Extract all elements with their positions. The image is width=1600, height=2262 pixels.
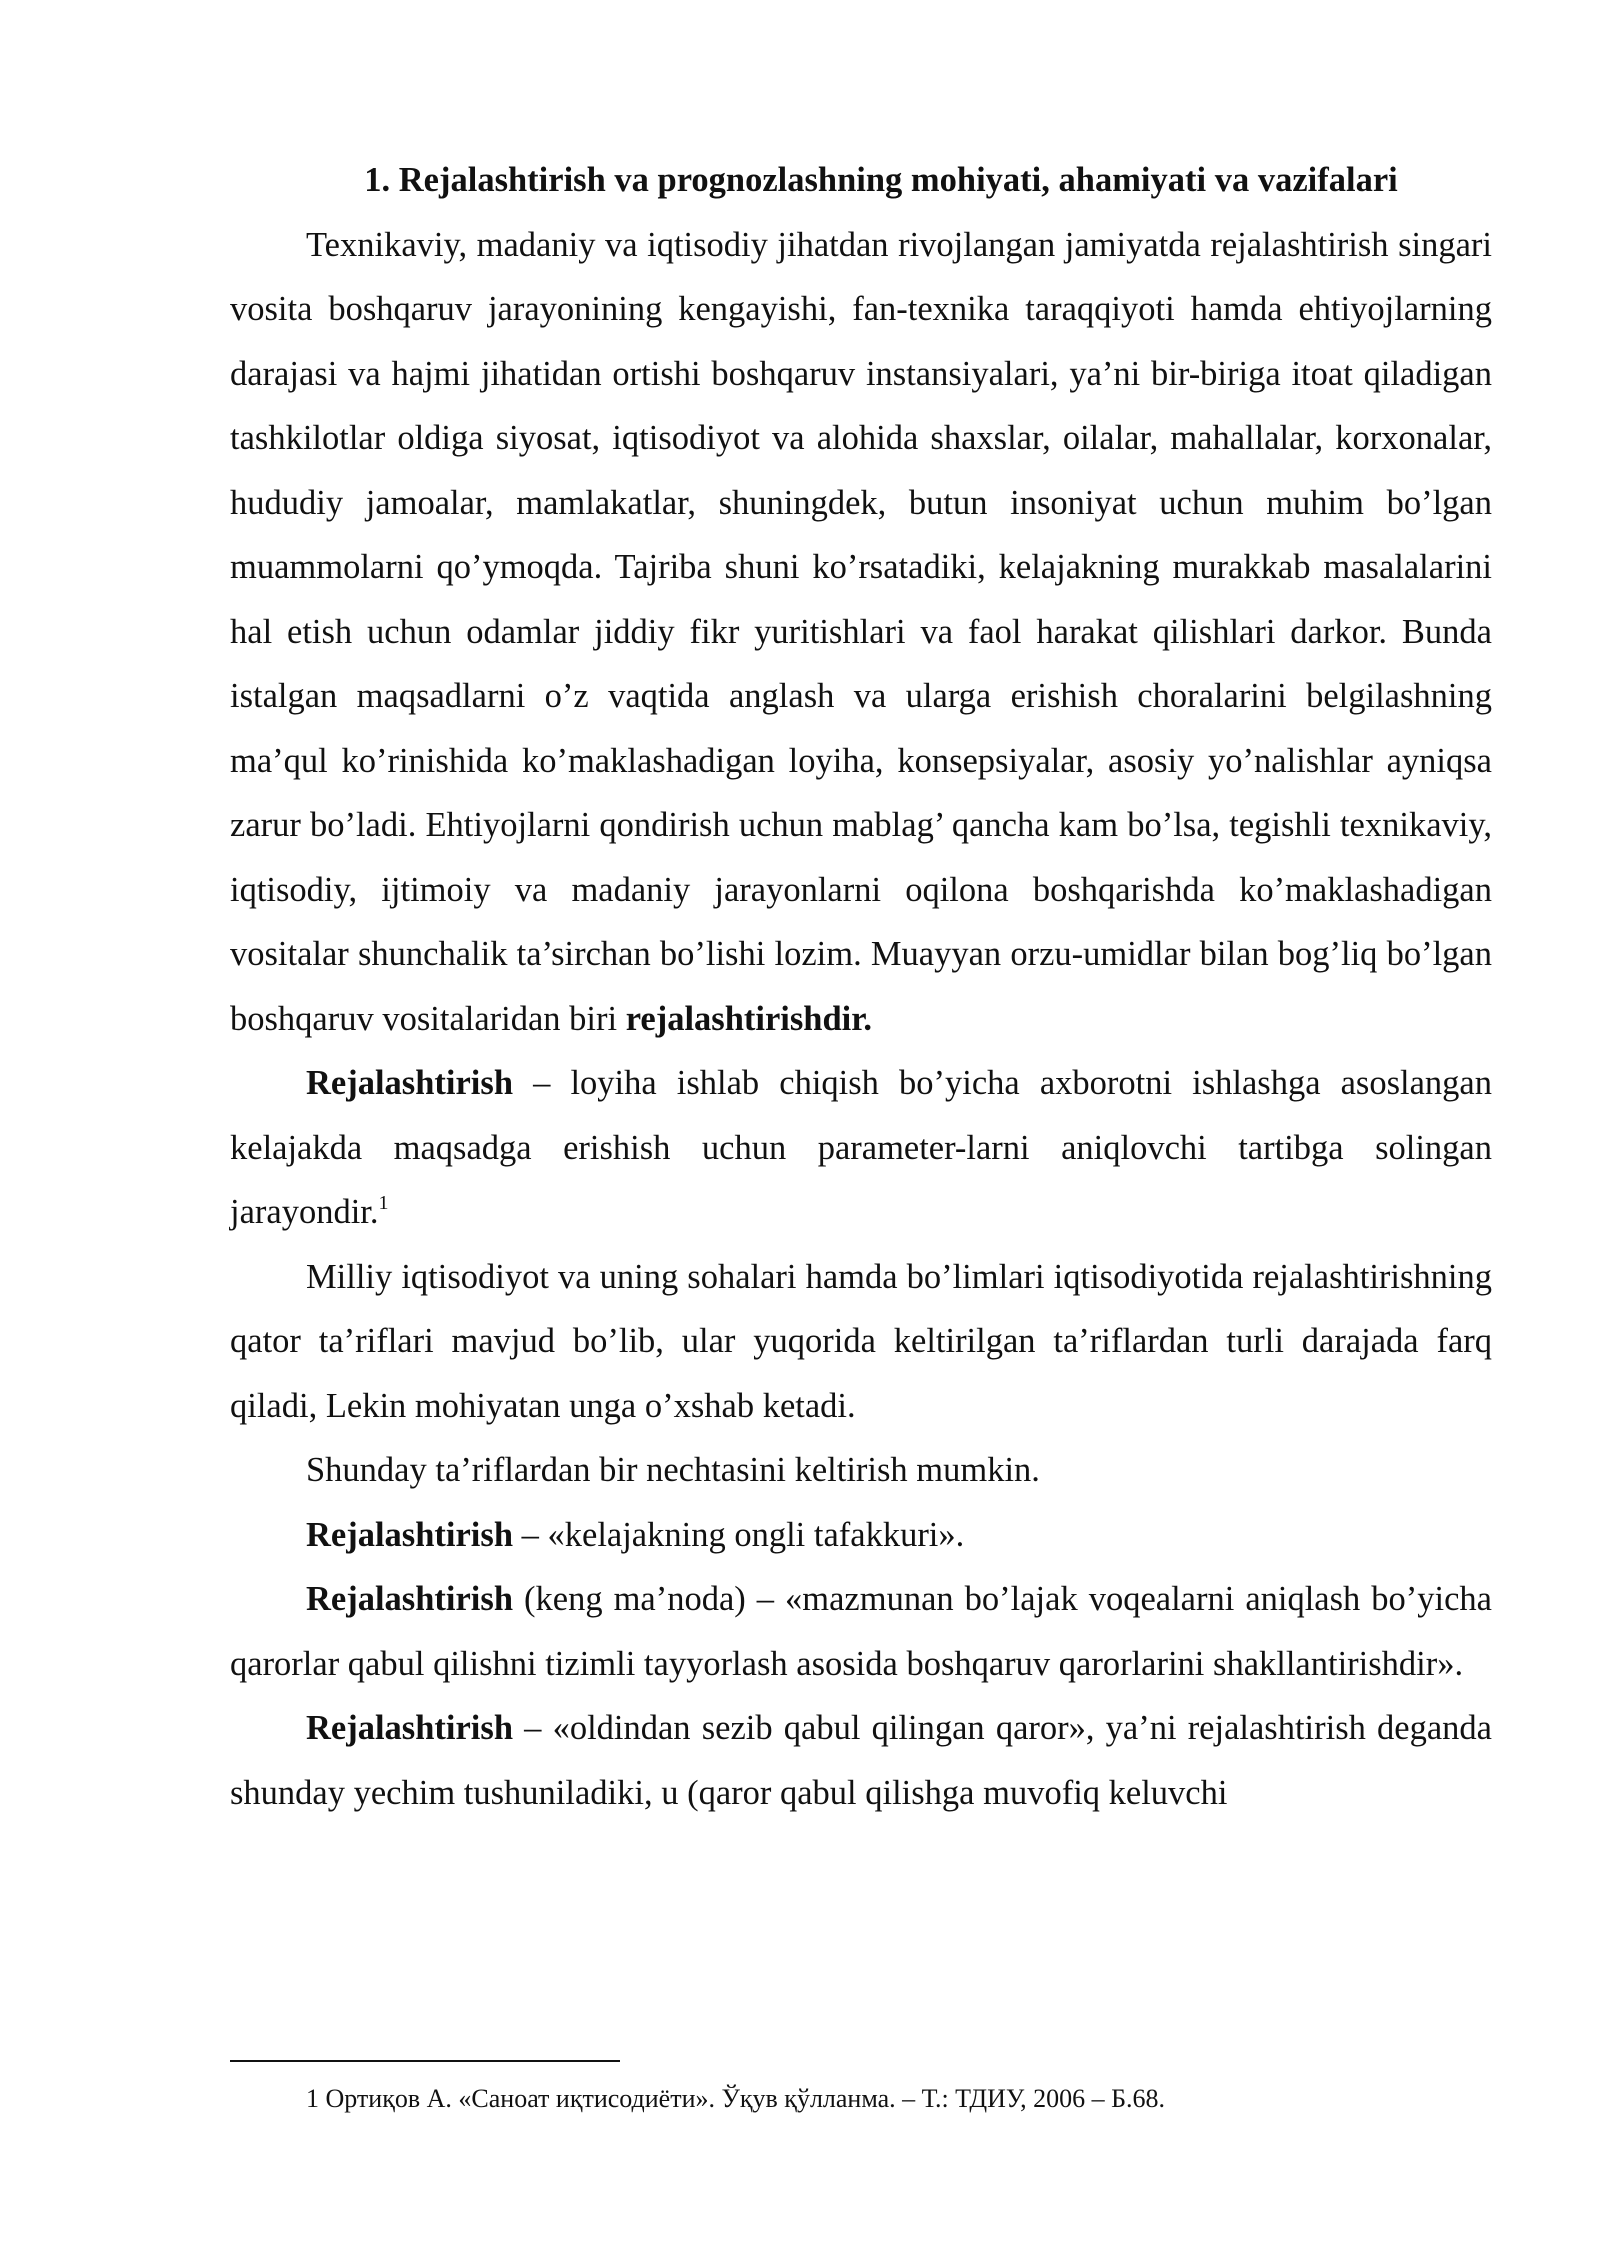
- definition-term: Rejalashtirish: [306, 1515, 513, 1554]
- paragraph-text: Milliy iqtisodiyot va uning sohalari hamda bo’limlari iqtisodiyotida rejalashtirishning qator ta’riflari mavjud bo’lib, ular yuqorida keltirilgan ta’riflardan turli darajada farq qiladi, Lekin mohiyatan unga o’xshab ketadi.: [230, 1257, 1492, 1425]
- paragraph-intro-bold-term: rejalashtirishdir.: [625, 999, 873, 1038]
- definition-text: – «oldindan sezib qabul qilingan qaror», ya’ni rejalashtirish deganda shunday yechim tushuniladiki, u (qaror qabul qilishga muvofiq keluvchi: [230, 1709, 1492, 1812]
- paragraph-definition-4: [230, 1696, 1492, 1825]
- definition-term: Rejalashtirish: [306, 1709, 513, 1747]
- footnote-divider: [230, 2060, 620, 2062]
- paragraph-intro: [230, 213, 1492, 1052]
- definition-term: Rejalashtirish: [306, 1064, 513, 1102]
- definition-text: (keng ma’noda) – «mazmunan bo’lajak voqealarni aniqlash bo’yicha qarorlar qabul qilishni tizimli tayyorlash asosida boshqaruv qarorlarini shakllantirishdir».: [230, 1580, 1492, 1683]
- paragraph-definition-3: [230, 1567, 1492, 1696]
- paragraph-definition-2: [230, 1503, 1492, 1568]
- paragraph-definition-1: [230, 1051, 1492, 1245]
- paragraph-intro-text: Texnikaviy, madaniy va iqtisodiy jihatdan rivojlangan jamiyatda rejalashtirish singari vosita boshqaruv jarayonining kengayishi, fan-texnika taraqqiyoti hamda ehtiyojlarning darajasi va hajmi jihatidan ortishi boshqaruv instansiyalari, ya’ni bir-biriga itoat qiladigan tashkilotlar oldiga siyosat, iqtisodiyot va alohida shaxslar, oilalar, mahallalar, korxonalar, hududiy jamoalar, mamlakatlar, shuningdek, butun insoniyat uchun muhim bo’lgan muammolarni qo’ymoqda. Tajriba shuni ko’rsatadiki, kelajakning murakkab masalalarini hal etish uchun odamlar jiddiy fikr yuritishlari va faol harakat qilishlari darkor. Bunda istalgan maqsadlarni o’z vaqtida anglash va ularga erishish choralarini belgilashning ma’qul ko’rinishida ko’maklashadigan loyiha, konsepsiyalar, asosiy yo’nalishlar ayniqsa zarur bo’ladi. Ehtiyojlarni qondirish uchun mablag’ qancha kam bo’lsa, tegishli texnikaviy, iqtisodiy, ijtimoiy va madaniy jarayonlarni oqilona boshqarishda ko’maklashadigan vositalar shunchalik ta’sirchan bo’lishi lozim. Muayyan orzu-umidlar bilan bog’liq bo’lgan boshqaruv vositalaridan biri: [230, 225, 1492, 1038]
- definition-term: Rejalashtirish: [306, 1580, 513, 1618]
- footnote-reference[interactable]: 1: [378, 1192, 389, 1214]
- document-page: [230, 148, 1492, 1825]
- footnote: 1 Ортиқов А. «Саноат иқтисодиёти». Ўқув қўлланма. – Т.: ТДИУ, 2006 – Б.68.: [306, 2084, 1166, 2113]
- paragraph-national-economy: [230, 1245, 1492, 1439]
- paragraph-text: Shunday ta’riflardan bir nechtasini keltirish mumkin.: [306, 1451, 1040, 1489]
- paragraph-intro-definitions: [230, 1438, 1492, 1503]
- definition-text: – loyiha ishlab chiqish bo’yicha axborotni ishlashga asoslangan kelajakda maqsadga erishish uchun parameter-larni aniqlovchi tartibga solingan jarayondir.: [230, 1064, 1492, 1231]
- definition-text: – «kelajakning ongli tafakkuri».: [513, 1515, 965, 1554]
- section-heading: 1. Rejalashtirish va prognozlashning mohiyati, ahamiyati va vazifalari: [364, 161, 1398, 199]
